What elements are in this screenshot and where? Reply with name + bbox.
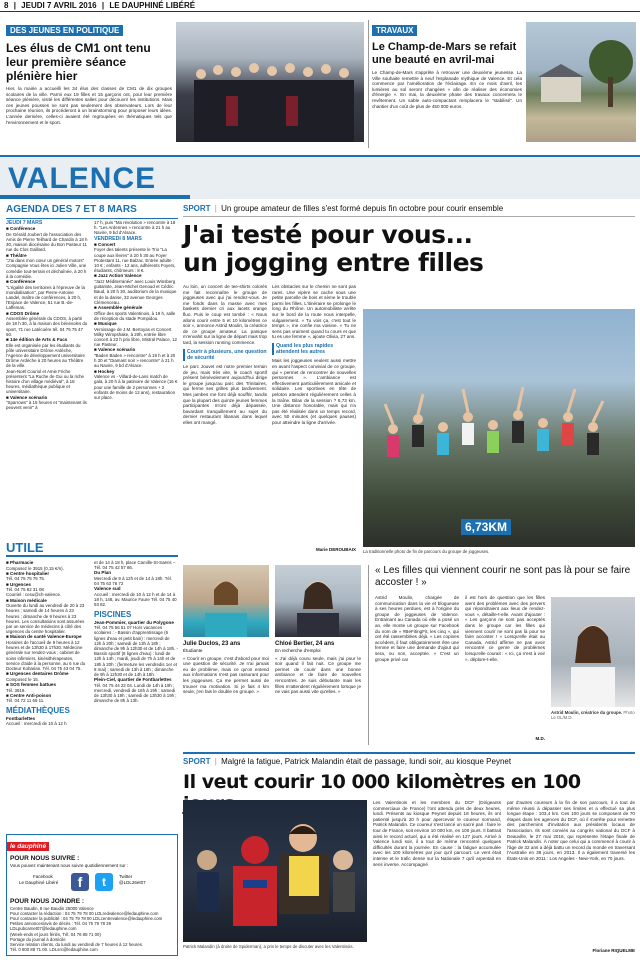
join-line: Pour contacter la publicité : 04 75 79 78 00 LDLcentrevalence@ledauphine.com [10,915,163,921]
section-title: VALENCE [8,162,157,195]
agenda-title: AGENDA DES 7 ET 8 MARS [6,204,178,219]
main-title-2: un jogging entre filles [183,248,484,277]
top-separator [368,20,369,148]
agenda-item-text: Foyer des talents présente le Trio "La coupe aux lèvres" à 20 h 30 au Foyer Protestant 11, rue Balzac. Entrée adulte : 10 € ; enfants - 12 ans, adhérents Foyers, étudiants, chômeurs : 8 €. [94,247,176,274]
works-body: Le Champ-de-Mars s'apprête à retrouver une deuxième jeunesse. La Ville souhaite remettre à neuf l'esplanade mythique de Valence. Et cela commence par l'amélioration de l'éclairage. En ce mois d'avril, les lumières au sol seront changées « afin de réaliser des économies d'énergie ». En mai, la deuxième phase des travaux concernera le revêtement. Un sable auto-compactant remplacera le "stabilisé". Un chantier d'un coût de plus de 450 000 euros. [372,70,522,109]
astrid-photo [551,597,635,707]
brand-name: LE DAUPHINÉ LIBÉRÉ [109,1,196,10]
utile-item-title: ■ Urgences [6,581,31,587]
quote-initials: M.D. [535,736,545,741]
main-kicker-line: SPORT | Un groupe amateur de filles s'est formé depuis fin octobre pour courir ensemble [183,204,635,217]
champ-de-mars-photo [526,22,636,142]
facebook-icon[interactable]: f [71,873,89,891]
agenda-item-title: ■ Valence scénario [94,347,136,353]
pull-quote: « Les filles qui viennent courir ne sont pas là pour se faire accoster ! » [375,565,631,588]
utile-col2-t4: Tél. 04 75 44 22 04. Lundi de 14h à 19h ; mercredi, vendredi de 16h à 19h ; samedi de 13h30 à 19h ; samedi de 13h30 à 19h ; dimanche de 8h à 13h. [94,682,177,704]
agenda-item-title: ■ Musique [94,321,117,327]
agenda-item-title: ■ Hockey [94,368,115,374]
bottom-author: Floriane RIQUELME [592,948,635,953]
agenda-item-title: ■ Assemblée générale [94,305,143,311]
utile-item-text: Tél. 04 75 82 31 08 [6,587,44,593]
utile-item-text: Composez le 15. [6,676,39,682]
join-line: Petites annonces/avis de décès : Tél. 04 75 79 78 39 [10,921,111,927]
agenda-item-title: ■ Théâtre [6,252,27,258]
page-number: 8 [4,1,9,10]
facebook-sub[interactable]: Le Dauphiné Libéré [19,879,59,885]
join-title: POUR NOUS JOINDRE : [10,897,85,905]
bottom-kicker-line: SPORT | Malgré la fatigue, Patrick Malandin était de passage, lundi soir, au kiosque Peynet [183,752,635,767]
bottom-col2: par d'autres coureurs à la fin de son parcours, il a tout de même réussi à dépasser ses limites et a effectué sa plus longue étape : 103,4 km. Ces 100 jours se composent de 70 étapes dans les agences du DCF, où il s'arrête pour remettre des parchemins d'invitation aux présidents locaux de l'association. Ils sont conviés au congrès national du DCF à Deauville, le 27 mai 2016, qui représente l'étape finale de Patrick Malandin. À noter que celui qui a commencé à courir à l'âge de 32 ans a déjà battu un record du monde en traversant l'Australie en 38 jours, en 2013. Il a également traversé les États-Unis en 2011 : Los Angeles - New-York, en 70 jours. [507,800,635,861]
agenda-item-text: "Jazz Méditerranée" avec Louis Winsberg guitariste, Jean-Michel Genoud et Cédric Baud, à 20 h 30, auditorium de la musique et de la danse, 32 avenue Georges Clémenceau. [94,279,177,305]
joggers-caption: La traditionnelle photo de fin de parcours du groupe de joggeuses. [363,549,490,554]
quote-col1: Astrid Moulin, chargée de communication dans la vie et blogueuse à ses heures perdues, est à l'origine du groupe de joggeuses de Valence. Entrainant au Canada où elle a posé un an, elle monte un groupe sur Facebook du nom de « #BeFitingFit, les cinq », qui ont été rassemblées déjà. « Les copines accèdent, il faut obligatoirement être une femme et faire une demande d'ajout qui sera, ou non, acceptée. « C'est un groupe privé car [375,595,459,662]
article-body: Hier, la mairie a accueilli les 34 élus des classes de CM1 de dix groupes scolaires de la ville. Parmi eux 19 filles et 15 garçons ont, pour leur première séance plénière, visité les différentes salles pour découvrir les institutions. Mais ces jeunes pousses ne sont pas seulement des observateurs. Lors de leur prochaine réunion, ils procéderont à un brainstorming pour proposer leurs idées. L'année dernière, celles-ci avaient été regroupées en thématiques tels que l'environnement et le sport. [6,86,172,125]
esplanade-illustration [526,22,636,142]
agenda-item-text: Vernissage de J.M. Bertoyas et Concert Milky Wimpshake, à 20h, entrée libre concert à 22 h prix libre, Mistral Palace, 12 rue Pasteur. [94,326,177,348]
utile-col2-h2: Valence sud [94,586,121,592]
council-photo [176,22,364,142]
agenda-item-text: "Sparrows" à 15 heures et "maintenant ils peuvent venir" à [6,400,87,411]
utile-item-text: Tél. 04 72 11 69 11. [6,698,45,704]
agenda-item-title: ■ CDOS Drôme [6,310,40,316]
utile-col2-t3: Tél. 04 75 56 51 07 Hors vacances scolaires : - Bassin d'apprentissage (6 lignes d'eau et petit bain) : mercredi de 12h à 20h ; samedi de 13h à 18h ; dimanche de 9h à 12h30 et de 14h à 18h. - Bassin sportif (8 lignes d'eau) : lundi de 12h à 14h ; mardi, jeudi de 7h à 14h et de 18h à 20h ; (fermeture les vendredis 1er et 8 mai) ; samedi de 13h à 18h ; dimanche de 9h à 12h30 et de 14h à 18h. [94,625,178,678]
utile-item-title: ■ Urgences dentaires Drôme [6,671,69,677]
agenda-item-title: ■ Conférence [6,226,36,232]
astrid-caption-credit: Photo Le DL/M.D. [551,710,635,720]
julie-name: Julie Duclos, 23 ans [183,641,241,647]
follow-sub: Vous pouvez maintenant nous suivre quotidiennement sur : [10,863,129,868]
utile-col2 [94,560,178,828]
julie-quote: « Courir en groupe, c'est d'abord pour moi une question de sécurité. Je n'ai jamais eu de problème, mais ce qu'on entend aux informations n'est pas rassurant pour les joggeuses. Ça me permet aussi de trouver ma motivation. Si je fais 4 km seule, j'en fais le double en groupe. » [183,655,269,695]
utile-item-text: Horaires de l'accueil de 9 heures à 12 heures et de 13h30 à 17h30. Médecine générale sur rendez-vous ; cabinet de soins infirmiers, kinésithérapeutes, service d'aide à la personne, au 6 rue du Docteur Koharian. Tél. 04 75 43 04 75. [6,640,86,672]
main-col-b2-text: Mais les joggeuses veulent aussi mettre en avant l'aspect convivial de ce groupe, qui « permet de rencontrer de nouvelles personnes ». L'ambiance est effectivement particulièrement amicale et solidaire. Les sportives en tête de peloton attendent régulièrement celles à la traîne. Bilan de la session ? 6,73 km. Une distance honorable, mais qui n'a pas été réalisée dans un temps record, avec 50 minutes (et quelques pauses) pour atteindre la ligne d'arrivée. [272,358,356,425]
agenda-item-text: Office des sports Valentinois, à 19 h, salle de réception du stade Pompidou. [94,310,176,321]
agenda-item-text: De Gérald Joubert de l'association des Amis de Pierre Teilhard de Chardin à 18 h 30, maison diocésaine du Bon Pasteur 11 rue du Clos Gaillard. [6,231,88,253]
utile-item-title: ■ Centre hospitalier [6,570,50,576]
council-group-illustration [176,22,364,142]
join-line: Portage du journal à domicile [10,936,66,942]
agenda-item-text: "Baden Baden » rencontre" à 19 h et à 20 h 30 et "Diamant noir » rencontre" à 21 h au Navire, 9 bd d'Alsace. [94,353,176,369]
chloe-quote: « J'ai déjà couru seule, mais j'ai pour le soir quand il fait nuit. Ce groupe me permet de courir dans une bonne ambiance et de faire de nouvelles rencontres. Je suis débutante mais les filles m'attendent régulièrement lorsque je ne vais pas aussi vite qu'elles. » [275,655,361,695]
dauphine-logo: le dauphiné [7,842,49,851]
agenda-item-title: ■ Conférence [6,279,36,285]
utile-item-text: Courriel : cesu@ch-valence. [6,592,62,598]
mediatheques-title: MÉDIATHÈQUES [6,705,70,715]
section-tag-works: TRAVAUX [372,25,417,36]
main-title-1: J'ai testé pour vous... [183,220,473,249]
chloe-name: Chloé Bertier, 24 ans [275,641,335,647]
utile-col2-t2: Accueil : mercredi de 10 à 12 h et de 14 à 18 h, 148, av. Maurice Faure Tél. 04 75 40 93 82. [94,592,177,608]
main-col-a-text: Au loin, un concert de tee-shirts colorés me fait reconnaître le groupe de joggeuses avec qui j'ai rendez-vous. Je me fonds dans la masse avec mes baskets dernier cri aux lacets orange fluo. Puis le coup est tombé : « Nous allons courir entre 5 et 10 kilomètres ce soir », annonce Astrid Moulin, la créatrice de ce groupe amateur. La panique m'envahit sur la ligne de départ mais trop tard, la session running commence. [183,284,267,345]
main-article [183,204,635,559]
piscines-title: PISCINES [94,609,132,619]
youth-politics-block [6,20,172,150]
quote-col2: il est hors de question que les filles aient des problèmes avec des pervers qui répondraient aux lieux de rendez-vous », détaille-t-elle. Avant d'ajouter : « Les garçons ne sont pas acceptés dans le groupe car les filles qui viennent courir ne sont pas là pour se faire accoster ! » Lorsqu'elle était au Canada, Astrid affirme ne pas avoir rencontré ce genre de problèmes lorsqu'elle courait : « Ici, ça n'est à voir », déplore-t-elle. [465,595,545,662]
astrid-portrait [551,597,635,707]
facebook-label[interactable]: Facebook [33,873,53,879]
distance-badge: 6,73KM [461,519,511,535]
bottom-col1: Les Valentinois et les membres du DCF (Dirigeants commerciaux de France) l'ont attendu près de deux heures, lundi. Présents au kiosque Peynet depuis 18 heures, ils ont patienté jusqu'à 20 h pour apercevoir le coureur normand, Patrick Malandin. Ce coureur s'est lancé un sacré pari : faire le tour de France, soit environ 10 000 km, en 100 jours. Il battrait ainsi le record actuel, qui a été réalisé en 127 jours. Arrivé à Valence lundi soir, il a tout de même rencontré quelques difficultés durant la journée. En cause : la fatigue accumulée avec les 100 kilomètres par jour qu'il parcourt. Le vent était intense et le trafic dense sur la Nationale 7 qu'il arpentait en sens inverse. Accompagné [373,800,501,867]
agenda-item-text: Elle est organisée par les étudiants du pôle universitaire Drôme Ardèche, l'Agence de développement universitaire Drôme Ardèche à 20 heures au Théâtre de la ville. [6,342,85,369]
join-line: Pour contacter la rédaction : 04 75 79 78 00 LDLredvalence@ledauphine.com [10,910,159,916]
utile-col2-h4: Plein-Ciel, quartier de Fontbarlettes [94,677,172,683]
utile-col2-intro: et de 14 à 18 h, place Camille-St-Saëns – Tél. 04 75 42 57 86. [94,560,176,571]
agenda-block [6,204,178,534]
agenda-day2: VENDREDI 8 MARS [94,235,142,242]
astrid-caption-name: Astrid Moulin, créatrice du groupe. [551,710,623,715]
joggers-photo [363,309,635,547]
agenda-item-text: "L'égalité des territoires à l'épreuve de la mondialisation", par Pierre-Antoine Landel, maître de conférences, à 20 h, l'Espace de Valence, 51 rue B.-de-Laffemas. [6,284,85,311]
utile-col1-list [6,560,88,704]
main-label: SPORT [183,204,211,213]
utile-title: UTILE [6,540,178,557]
agenda-item-text: "J'ai dans mon cœur un général motors" Compagnie Vous êtes ici Julien Ville, une comédie tout-terrain et déchaînée, à 20 h à la comédie. [6,258,87,279]
join-line: Service relation clients, du lundi au vendredi de 7 heures à 12 heures. [10,941,144,947]
main-col-b-text: Les obstacles sur le chemin ne sont pas rares. Une vipère se cache sous une petite parcelle de bois et sème le trouble parmi les filles. L'itinéraire se prolonge le long du Rhône. Un automobiliste arrête sur le bord de la route nous interpelle, vulgairement. « Tu vois ça, c'est tout le temps », me confie ma voisine. « Tu ne sens pas vraiment quand tu cours et que tu es une femme », ajoute Olivia, 27 ans. [272,284,356,340]
chloe-role: En recherche d'emploi [275,648,321,653]
follow-title: POUR NOUS SUIVRE : [10,855,80,862]
join-line: (Week-ends et jours fériés, Tél. 04 76 88 71 00) [10,931,101,937]
join-lines [10,906,174,953]
julie-role: Étudiante [183,648,203,653]
agenda-col2 [94,220,178,532]
section-tag: DES JEUNES EN POLITIQUE [6,25,123,36]
main-col-a2-text: Le parc Jouvet est notre premier terrain de jeu, mais très vite, le coach sportif présent bénévolement aujourd'hui dirige le groupe jusqu'au parc des Trinitaires, qui ferme ses grilles plus tardivement. Mes jambes me font déjà souffrir, tandis que la plupart des quinze jeunes femmes participantes m'ont déjà dépassée, bavardant tranquillement au sujet du dernier restaurant libanais dans lequel elles ont mangé. [183,363,267,425]
agenda-item-text: Valence vs - Villard-de-Lans match de gala, à 20 h à la patinoire de Valence (16 € pour une famille de 2 personnes + 2 enfants de moins de 12 ans), restauration sur place. [94,374,178,401]
page-header: 8 | JEUDI 7 AVRIL 2016 | LE DAUPHINÉ LIBÉRÉ [0,0,640,12]
agenda-item-title: ■ Jazz Action Valence [94,273,142,279]
main-col-b [272,284,356,549]
utile-item-text: Tél. 04 75 75 75 75. [6,576,46,582]
main-kicker: Un groupe amateur de filles s'est formé depuis fin octobre pour courir ensemble [221,204,504,213]
agenda-day1: JEUDI 7 MARS [6,220,43,226]
julie-testimonial [183,641,269,724]
runner-illustration [183,800,367,942]
testimonials-block [183,565,363,745]
chloe-photo [275,565,361,637]
chloe-portrait [275,565,361,637]
section-banner [0,155,640,199]
agenda-item-title: ■ Valence scénario [6,394,48,400]
agenda-item-text: Assemblée générale du CDOS, à partir de 18 h 30, à la maison des bénévoles du sport, 71 rue Latécoère tél. 04 75 75 47 50. [6,316,88,337]
twitter-label[interactable]: Twitter [119,873,133,879]
article-title: Les élus de CM1 ont tenu leur première séance plénière hier [6,41,151,83]
main-sub1: Courir à plusieurs, une question de sécurité [183,349,267,361]
twitter-icon[interactable]: t [95,873,113,891]
utile-col2-h3: Jean-Pommier, quartier du Polygone [94,619,174,625]
julie-photo [183,565,269,637]
issue-date: JEUDI 7 AVRIL 2016 [21,1,97,10]
agenda-item-title: ■ 14e édition de Arts & Facs [6,337,68,343]
join-line: Centre Baudin, 8 rue Baudin 26000 Valence [10,905,94,911]
utile-block [6,540,178,830]
quote-box [368,565,636,745]
utile-item-text: Tél. 3919. [6,687,26,693]
main-author: Marie DEROUBAIX [315,547,356,552]
follow-block [6,834,178,956]
utile-item-text: Ouverte du lundi au vendredi de 20 à 23 heures ; samedi de 14 heures à 23 heures ; dimanche de 9 heures à 23 heures. Les consultations sont assurées par un service de médecins à côté des urgences du centre hospitalier. [6,603,85,635]
bottom-title: Il veut courir 10 000 kilomètres en 100 [183,771,581,793]
utile-col2-t1: Mercredi de 9 à 12h et de 14 à 18h. Tél. 04 75 63 76 72 [94,576,173,587]
agenda-item-text: Jean-Noël Couriol et Amie Friche présentent "La Ruche de Gui ou la riche histoire d'un village médiéval", à 18 heures, médiathèque publique et universitaire. [6,368,84,395]
runner-photo [183,800,367,942]
julie-portrait [183,565,269,637]
utile-item-title: ■ Centre Anti-poison [6,692,52,698]
join-line: Tél. 0 800 88 71 00. LDLsrc@ledauphine.com [10,947,98,953]
utile-item-text: Composez le 3915 (0,15 €/n). [6,565,64,571]
bottom-label: SPORT [183,757,211,766]
joggers-group-illustration [363,309,635,547]
media-item-title: Fontbarlettes [6,715,36,721]
utile-col2-h1: Du Plan [94,570,112,576]
agenda-item-title: ■ Concert [94,241,116,247]
agenda-col1 [6,220,88,532]
twitter-sub[interactable]: @LDL26et07 [119,879,146,885]
utile-col1 [6,560,88,828]
main-sub2: Quand les plus rapides attendent les autres [272,343,356,355]
agenda-col2-top: 17 h, puis "Ma révolution » rencontre à 18 h. "Les Ardennes » rencontre à 21 h au Navire, 9 bd d'Alsace. [94,220,176,236]
media-item-text: Accueil : mercredi de 10 à 12 h [6,721,67,727]
bottom-kicker: Malgré la fatigue, Patrick Malandin était de passage, lundi soir, au kiosque Peynet [221,757,512,766]
agenda-col1-list [6,226,88,410]
chloe-testimonial [275,641,361,724]
utile-item-title: ■ Maison de santé Valence-Europe [6,634,82,640]
utile-item-title: ■ Pharmacie [6,560,34,565]
astrid-caption [551,710,635,720]
works-block [372,20,522,150]
join-line: LDLpubcarnet07@ledauphine.com [10,926,77,932]
utile-item-title: ■ Maison médicale [6,597,47,603]
main-col-a [183,284,267,554]
utile-item-title: ■ SOS femmes battues [6,682,57,688]
runner-caption: Patrick Malandin (à droite de Spiderman), a pris le temps de discuter avec les Valentinois. [183,944,354,949]
bottom-article [183,752,635,957]
agenda-col2-list [94,242,178,400]
works-title: Le Champ-de-Mars se refait une beauté en avril-mai [372,41,517,66]
